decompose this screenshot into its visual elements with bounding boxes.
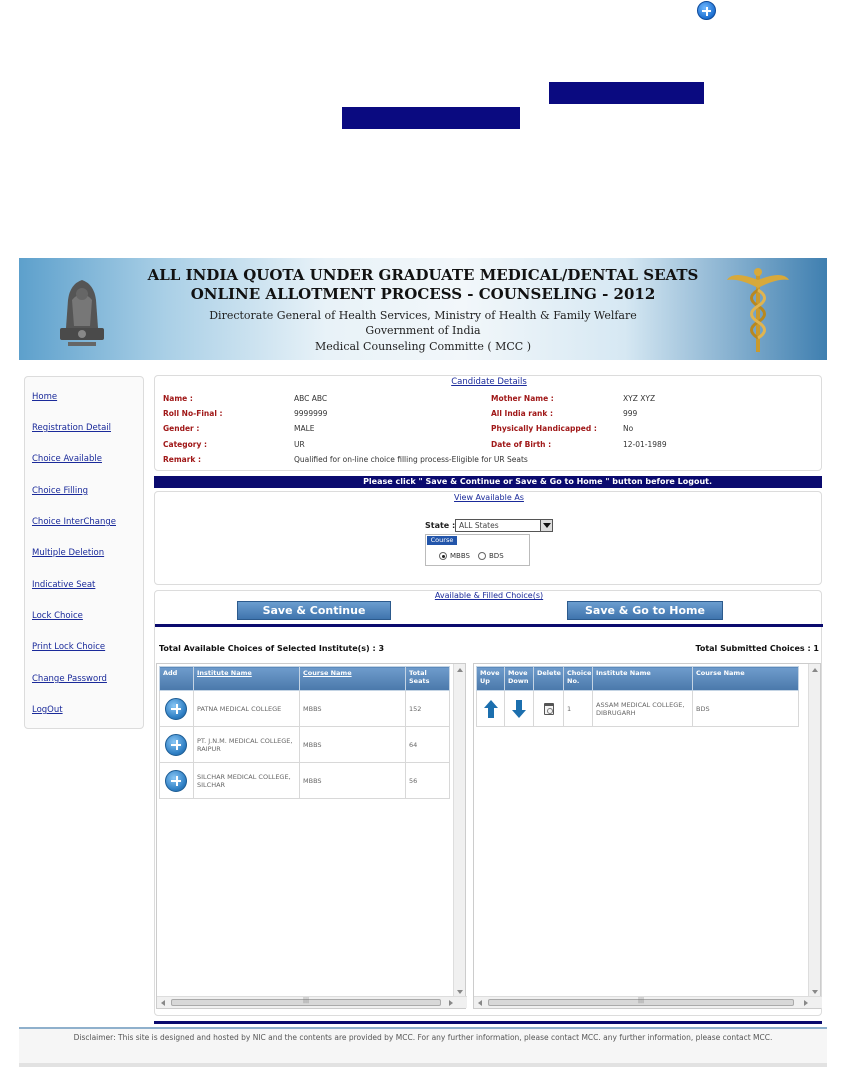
course-cell: MBBS [300,727,406,763]
divider [155,624,823,627]
course-radio-mbbs-label: MBBS [450,552,470,560]
sidebar-item-home[interactable]: Home [32,392,58,402]
arrow-down-icon[interactable] [512,700,526,718]
sidebar-item-choice-available[interactable]: Choice Available [32,454,102,464]
col-move-up: Move Up [477,667,505,691]
roll-no-label: Roll No-Final : [163,409,223,418]
available-choices-pane[interactable] [156,663,466,1009]
add-choice-icon[interactable] [165,734,187,756]
remark-value: Qualified for on-line choice filling process-Eligible for UR Seats [294,455,528,464]
course-radio-bds-label: BDS [489,552,504,560]
available-choices-table [159,666,450,799]
course-cell: MBBS [300,691,406,727]
col-institute-name: Institute Name [593,667,693,691]
rank-label: All India rank : [491,409,553,418]
horizontal-scrollbar[interactable] [474,996,822,1008]
col-course-name[interactable]: Course Name [300,667,406,691]
sidebar-item-logout[interactable]: LogOut [32,705,63,715]
institute-cell: PT. J.N.M. MEDICAL COLLEGE, RAIPUR [194,727,300,763]
chevron-down-icon[interactable] [540,520,552,531]
save-go-home-button[interactable]: Save & Go to Home [567,601,723,620]
sidebar-item-change-password[interactable]: Change Password [32,674,107,684]
view-available-title: View Available As [454,493,524,502]
header-banner [19,258,827,360]
course-radio-mbbs[interactable] [439,552,447,560]
banner-title: ALL INDIA QUOTA UNDER GRADUATE MEDICAL/DENTAL SEATS [147,266,699,284]
sidebar-item-print-lock-choice[interactable]: Print Lock Choice [32,642,106,652]
institute-cell: PATNA MEDICAL COLLEGE [194,691,300,727]
banner-department: Directorate General of Health Services, Ministry of Health & Family Welfare [209,309,637,322]
handicapped-value: No [623,424,634,433]
sidebar-nav [24,376,144,729]
roll-no-value: 9999999 [294,409,328,418]
banner-committee: Medical Counseling Committe ( MCC ) [314,340,532,353]
col-total-seats: Total Seats [406,667,450,691]
save-notice-bar: Please click " Save & Continue or Save & Go to Home " button before Logout. [154,476,822,488]
col-institute-name[interactable]: Institute Name [194,667,300,691]
col-add: Add [160,667,194,691]
add-choice-icon[interactable] [165,770,187,792]
dob-value: 12-01-1989 [623,440,667,449]
state-select[interactable] [455,519,553,532]
col-course-name: Course Name [693,667,799,691]
candidate-details-title: Candidate Details [451,377,527,387]
arrow-up-icon[interactable] [484,700,498,718]
save-continue-button[interactable]: Save & Continue [237,601,391,620]
col-move-down: Move Down [505,667,534,691]
horizontal-scrollbar[interactable] [157,996,467,1008]
submitted-choices-pane[interactable] [473,663,821,1009]
state-label: State : [425,521,456,530]
submitted-choices-table [476,666,799,727]
category-label: Category : [163,440,207,449]
sidebar-item-lock-choice[interactable]: Lock Choice [32,611,83,621]
vertical-scrollbar[interactable] [453,664,465,998]
add-icon[interactable] [697,1,716,20]
institute-cell: ASSAM MEDICAL COLLEGE, DIBRUGARH [593,691,693,727]
sidebar-item-multiple-deletion[interactable]: Multiple Deletion [32,548,105,558]
redacted-bar [549,82,704,104]
trash-icon[interactable] [544,703,554,715]
table-row [477,691,799,727]
mother-name-label: Mother Name : [491,394,554,403]
mother-name-value: XYZ XYZ [623,394,656,403]
name-label: Name : [163,394,193,403]
col-delete: Delete [534,667,564,691]
sidebar-item-choice-interchange[interactable]: Choice InterChange [32,517,116,527]
choice-no-cell: 1 [564,691,593,727]
view-available-panel [154,491,822,585]
gender-label: Gender : [163,424,200,433]
course-radio-bds[interactable] [478,552,486,560]
banner-subtitle: ONLINE ALLOTMENT PROCESS - COUNSELING - 2012 [190,285,656,303]
table-row [160,727,450,763]
sidebar-item-indicative-seat[interactable]: Indicative Seat [32,580,96,590]
dob-label: Date of Birth : [491,440,552,449]
rank-value: 999 [623,409,638,418]
name-value: ABC ABC [294,394,328,403]
remark-label: Remark : [163,455,202,464]
col-choice-no: Choice No. [564,667,593,691]
state-select-value: ALL States [459,521,499,530]
table-row [160,691,450,727]
course-fieldset [425,534,530,566]
handicapped-label: Physically Handicapped : [491,424,597,433]
filled-choices-panel [154,590,822,1016]
course-legend: Course [427,536,457,545]
redacted-bar [342,107,520,129]
candidate-details-panel [154,375,822,471]
gender-value: MALE [294,424,315,433]
seats-cell: 56 [406,763,450,799]
category-value: UR [294,440,305,449]
institute-cell: SILCHAR MEDICAL COLLEGE, SILCHAR [194,763,300,799]
course-cell: MBBS [300,763,406,799]
total-available-count: Total Available Choices of Selected Institute(s) : 3 [159,644,385,653]
filled-choices-title: Available & Filled Choice(s) [434,591,544,600]
seats-cell: 152 [406,691,450,727]
course-cell: BDS [693,691,799,727]
footer-disclaimer: Disclaimer: This site is designed and hosted by NIC and the contents are provided by MCC. For any further information, please contact MCC. any further information, please contact MCC. [19,1027,827,1065]
table-row [160,763,450,799]
footer-shadow [19,1063,827,1067]
add-choice-icon[interactable] [165,698,187,720]
sidebar-item-registration-detail[interactable]: Registration Detail [32,423,111,433]
seats-cell: 64 [406,727,450,763]
sidebar-item-choice-filling[interactable]: Choice Filling [32,486,88,496]
total-submitted-count: Total Submitted Choices : 1 [695,644,819,653]
banner-government: Government of India [365,324,481,337]
divider [154,1021,822,1024]
vertical-scrollbar[interactable] [808,664,820,998]
